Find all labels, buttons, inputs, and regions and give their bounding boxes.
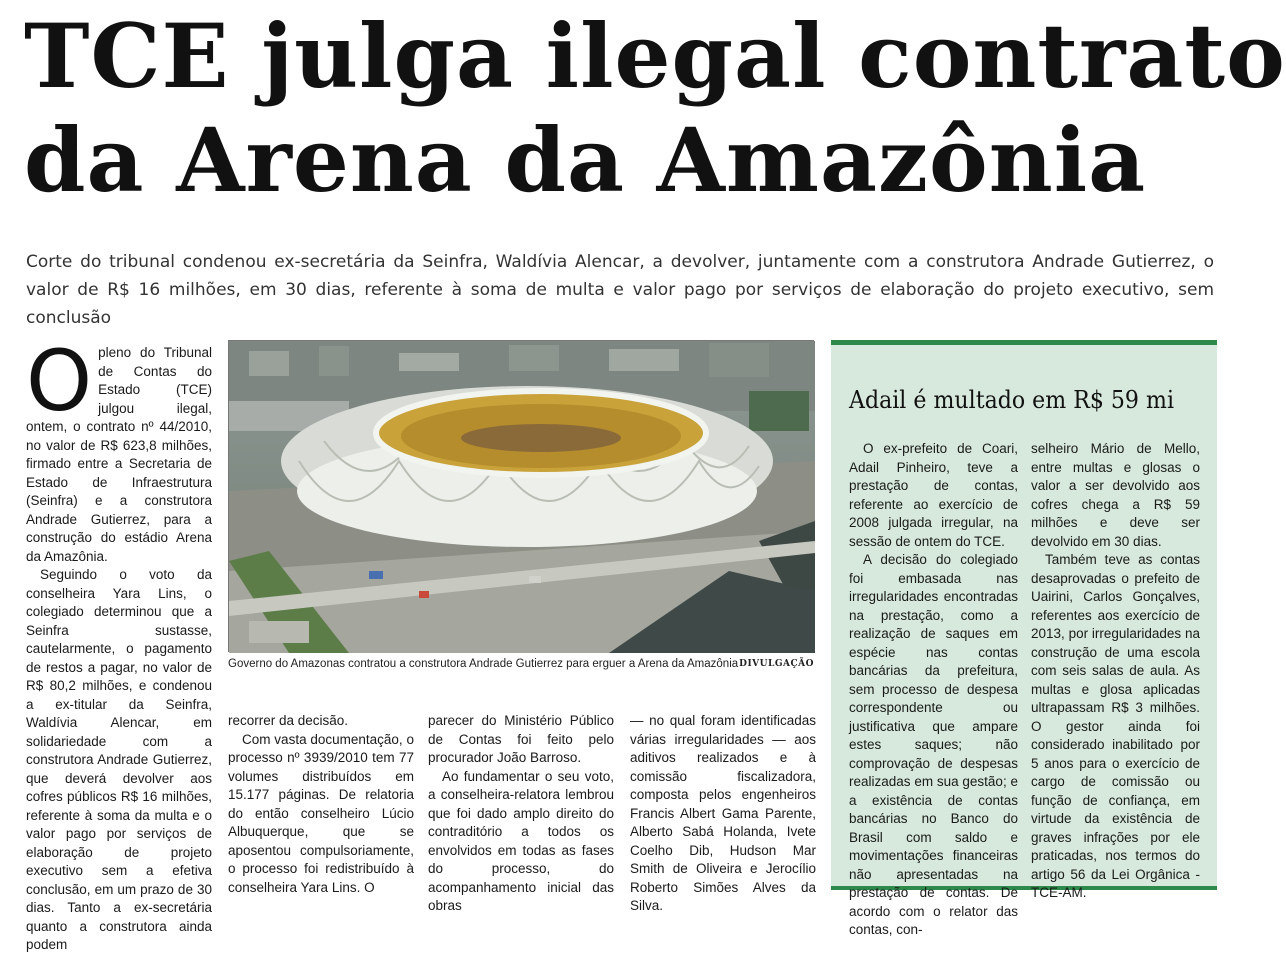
article-column-2 [228, 712, 414, 898]
headline [24, 4, 1286, 212]
sidebar-column-1 [849, 440, 1018, 937]
article-paragraph-text: pleno do Tribunal de Contas do Estado (TCE) julgou ilegal, ontem, o contrato nº 44/2010, no valor de R$ 623,8 milhões, firmado entre a Secretaria de Estado de Infraestrutura (Seinfra) e a construtora Andrade Gutierrez, para a construção do estádio Arena da Amazônia. [26, 345, 212, 564]
headline-line-1: TCE julga ilegal contrato [24, 4, 1286, 108]
sidebar-paragraph: O ex-prefeito de Coari, Adail Pinheiro, teve a prestação de contas, referente ao exercício de 2008 julgada irregular, na sessão de ontem do TCE. [849, 441, 1018, 549]
article-column-4 [630, 712, 816, 913]
subheadline: Corte do tribunal condenou ex-secretária da Seinfra, Waldívia Alencar, a devolver, juntamente com a construtora Andrade Gutierrez, o valor de R$ 16 milhões, em 30 dias, referente à soma de multa e valor pago por serviços de elaboração do projeto executivo, sem conclusão [26, 252, 1214, 328]
stadium-photo [228, 340, 814, 652]
headline-line-2: da Arena da Amazônia [24, 108, 1147, 212]
sidebar-column-2 [1031, 440, 1200, 900]
sidebar-box [831, 340, 1217, 937]
article-paragraph [26, 332, 212, 566]
article-paragraph: Com vasta documentação, o processo nº 3939/2010 tem 77 volumes distribuídos em 15.177 páginas. De relatoria do então conselheiro Lúcio Albuquerque, que se aposentou compulsoriamente, o processo foi redistribuído à conselheira Yara Lins. O [228, 731, 414, 895]
photo-credit: DIVULGAÇÃO [739, 659, 814, 669]
article-paragraph: parecer do Ministério Público de Contas foi feito pelo procurador João Barroso. [428, 713, 614, 765]
sidebar-paragraph: Também teve as contas desaprovadas o prefeito de Uairini, Carlos Gonçalves, referentes aos exercício de 2013, por irregularidades na construção de uma escola com seis salas de aula. As multas e glosa aplicadas ultrapassam R$ 3 milhões. O gestor ainda foi considerado inabilitado por 5 anos para o exercício de cargo de comissão ou função de confiança, em virtude da existência de graves infrações por ele praticadas, nos termos do artigo 56 da Lei Orgânica - TCE-AM. [1031, 552, 1200, 900]
photo-caption-text: Governo do Amazonas contratou a construtora Andrade Gutierrez para erguer a Arena da Amazônia [228, 658, 739, 670]
article-paragraph: recorrer da decisão. [228, 713, 349, 728]
sidebar-paragraph: A decisão do colegiado foi embasada nas irregularidades encontradas na prestação, como a realização de saques em espécie nas contas bancárias da prefeitura, sem processo de despesa correspondente ou justificativa que ampare estes saques; não comprovação de despesas realizadas em sua gestão; e a existência de contas bancárias no Banco do Brasil com saldo e movimentações financeiras não apresentadas na prestação de contas. De acordo com o relator das contas, con- [849, 552, 1018, 937]
article-paragraph: — no qual foram identificadas várias irregularidades — aos aditivos realizados e à comissão fiscalizadora, composta pelos engenheiros Francis Albert Gama Parente, Alberto Sabá Holanda, Ivete Coelho Dib, Hudson Mar Smith de Oliveira e Jerocílio Roberto Simões Alves da Silva. [630, 713, 816, 913]
article-column-3 [428, 712, 614, 913]
article-paragraph: Ao fundamentar o seu voto, a conselheira-relatora lembrou que foi dado amplo direito do contraditório a todos os envolvidos em todas as fases do processo, do acompanhamento inicial das obras [428, 768, 614, 913]
stadium-aerial-image [229, 341, 815, 653]
sidebar-title: Adail é multado em R$ 59 mi [849, 386, 1175, 414]
sidebar-paragraph: selheiro Mário de Mello, entre multas e glosas o valor a ser devolvido aos cofres chega a R$ 59 milhões e deve ser devolvido em 30 dias. [1031, 441, 1200, 549]
photo-caption [228, 656, 814, 672]
drop-cap: O [26, 332, 93, 430]
article-paragraph: Seguindo o voto da conselheira Yara Lins, o colegiado determinou que a Seinfra sustasse, cautelarmente, o pagamento de restos a pagar, no valor de R$ 80,2 milhões, e condenou a ex-titular da Seinfra, Waldívia Alencar, em solidariedade com a construtora Andrade Gutierrez, que deverá devolver aos cofres públicos R$ 16 milhões, referente à soma da multa e o valor pago por serviços de elaboração de projeto executivo sem a efetiva conclusão, em um prazo de 30 dias. Tanto a ex-secretária quanto a construtora ainda podem [26, 567, 212, 952]
article-column-1 [26, 332, 212, 952]
